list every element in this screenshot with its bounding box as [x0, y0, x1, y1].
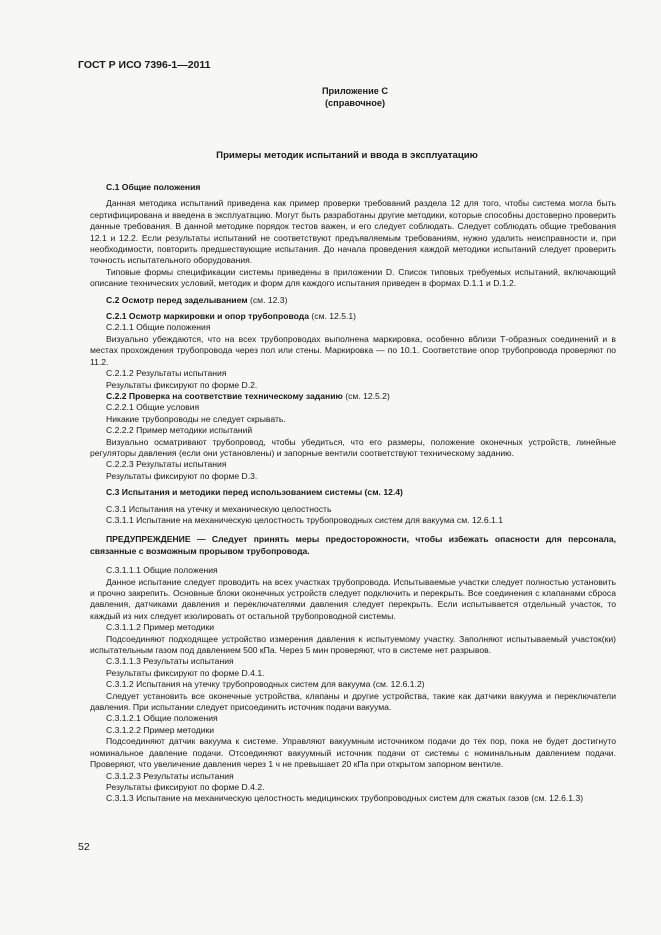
- subsection-heading: [90, 391, 616, 402]
- clause-heading: С.3.1.2.2 Пример методики: [106, 724, 215, 735]
- clause-heading: С.3.1.1.1 Общие положения: [106, 565, 218, 576]
- annex-label: [280, 85, 430, 109]
- clause-heading: С.3.1.1.2 Пример методики: [106, 622, 215, 633]
- clause-heading: С.2.2.3 Результаты испытания: [106, 459, 227, 470]
- section-heading: [90, 295, 616, 306]
- paragraph: Визуально осматривают трубопровод, чтобы убедиться, что его размеры, положение оконечных устройств, линейные регуляторы давления (если они установлены) и запорные вентили соответствуют техническому заданию.: [90, 436, 616, 458]
- paragraph: Типовые формы спецификации системы приведены в приложении D. Список типовых требуемых испытаний, включающий описание технических условий, методик и форм для каждого испытания приведен в формах D.1.1 и D.1.2.: [90, 266, 616, 289]
- paragraph: Результаты фиксируют по форме D.4.1.: [106, 667, 265, 678]
- clause-heading: С.2.2.2 Пример методики испытаний: [106, 425, 253, 436]
- paragraph: Данная методика испытаний приведена как пример проверки требований раздела 12 для того, чтобы система могла быть сертифицирована и введена в эксплуатацию. Могут быть разработаны другие методики, которые способны достоверно проверить данные требования. В данной методике порядок тестов важен, и его следует соблюдать. Следует соблюдать общие требования 12.1 и 12.2. Если результаты испытаний не соответствуют предъявляемым требованиям, нужно удалить неисправности и, при необходимости, повторить предшествующие испытания. До начала проведения каждой методики испытаний следует проверить точность испытательного оборудования.: [90, 198, 616, 266]
- clause-heading: С.2.1.2 Результаты испытания: [106, 368, 227, 379]
- annex-title: Приложение С: [321, 86, 389, 96]
- subsection-heading: [90, 311, 616, 322]
- paragraph: Результаты фиксируют по форме D.3.: [106, 470, 258, 481]
- heading-text: С.2.2 Проверка на соответствие техническому заданию: [106, 390, 343, 401]
- paragraph: Данное испытание следует проводить на всех участках трубопровода. Испытываемые участки следует полностью установить и прочно закрепить. Основные блоки оконечных устройств следует подключить и перекрыть. Все соединения с клапанами сброса давления, датчиками давления и переключателями давления следует перекрыть. Если испытывается отдельный участок, то каждый из них следует изолировать от остальной трубопроводной системы.: [90, 576, 616, 621]
- paragraph: Результаты фиксируют по форме D.2.: [106, 379, 258, 390]
- clause-heading: С.3.1.2.1 Общие положения: [106, 713, 218, 724]
- clause-heading: С.3.1.1.3 Результаты испытания: [106, 656, 234, 667]
- subsection-heading: С.3.1.3 Испытание на механическую целостность медицинских трубопроводных систем для сжатых газов (см. 12.6.1.3): [106, 793, 584, 804]
- subsection-heading: С.3.1.1 Испытание на механическую целостность трубопроводных систем для вакуума см. 12.6.1.1: [106, 514, 503, 525]
- heading-ref: (см. 12.5.2): [342, 390, 390, 401]
- section-heading: С.3 Испытания и методики перед использованием системы (см. 12.4): [106, 487, 403, 498]
- clause-heading: С.2.2.1 Общие условия: [106, 402, 200, 413]
- heading-text: С.2.1 Осмотр маркировки и опор трубопровода: [106, 311, 310, 322]
- subsection-heading: С.3.1 Испытания на утечку и механическую целостность: [106, 503, 332, 514]
- heading-ref: (см. 12.3): [247, 294, 288, 305]
- paragraph: Подсоединяют подходящее устройство измерения давления к испытуемому участку. Заполняют испытываемый участок(ки) испытательным газом под давлением 500 кПа. Через 5 мин проверяют, что в системе нет разрывов.: [90, 633, 616, 656]
- heading-text: С.2 Осмотр перед заделыванием: [106, 294, 248, 305]
- paragraph: Результаты фиксируют по форме D.4.2.: [106, 781, 265, 792]
- page-number: 52: [78, 841, 90, 853]
- clause-heading: С.3.1.2.3 Результаты испытания: [106, 770, 234, 781]
- paragraph: Следует установить все оконечные устройства, клапаны и другие устройства, такие как датчики вакуума и переключатели давления. При испытании следует присоединить источник подачи вакуума.: [90, 690, 616, 713]
- standard-number: ГОСТ Р ИСО 7396-1—2011: [78, 59, 211, 71]
- paragraph: Подсоединяют датчик вакуума к системе. Управляют вакуумным источником подачи до тех пор, пока не будет достигнуто номинальное давление подачи. Отсоединяют вакуумный источник подачи от системы с номинальным давлением подачи. Проверяют, что увеличение давления через 1 ч не превышает 20 кПа при открытом запорном вентиле.: [90, 736, 616, 770]
- document-body: [90, 182, 616, 805]
- heading-ref: (см. 12.5.1): [309, 311, 357, 322]
- paragraph: Никакие трубопроводы не следует скрывать.: [106, 413, 286, 424]
- section-heading: С.1 Общие положения: [106, 182, 201, 192]
- warning-text: ПРЕДУПРЕЖДЕНИЕ — Следует принять меры предосторожности, чтобы избежать опасности для персонала, связанные с возможным прорывом трубопровода.: [90, 534, 616, 556]
- annex-type: (справочное): [324, 98, 385, 108]
- subsection-heading: С.3.1.2 Испытания на утечку трубопроводных систем для вакуума (см. 12.6.1.2): [106, 679, 425, 690]
- page-title: Примеры методик испытаний и ввода в эксплуатацию: [216, 150, 478, 161]
- clause-heading: С.2.1.1 Общие положения: [106, 322, 211, 333]
- paragraph: Визуально убеждаются, что на всех трубопроводах выполнена маркировка, особенно вблизи Т-образных соединений и в местах прохождения трубопровода через пол или стены. Маркировка — по 10.1. Соответствие опор трубопровода проверяют по 11.2.: [90, 333, 616, 367]
